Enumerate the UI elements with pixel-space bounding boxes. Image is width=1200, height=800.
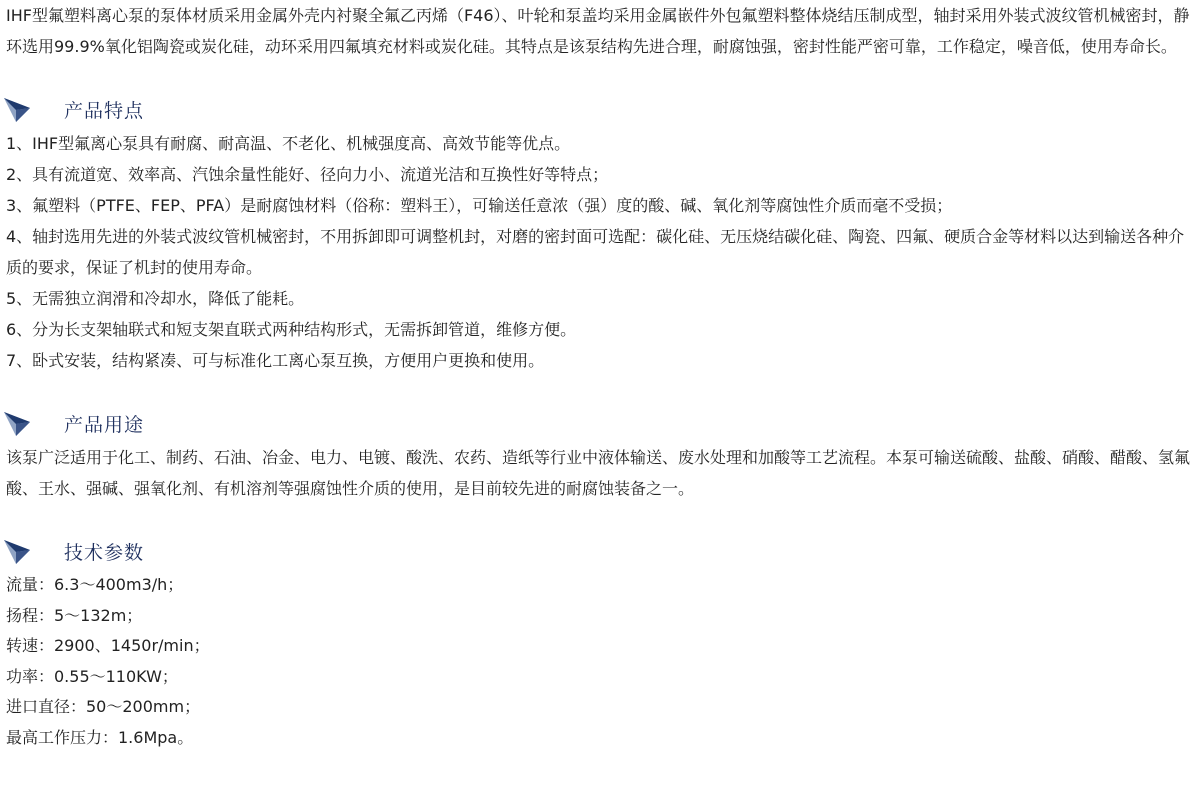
spec-item: 功率：0.55～110KW； [6,666,178,686]
intro-paragraph: IHF型氟塑料离心泵的泵体材质采用金属外壳内衬聚全氟乙丙烯（F46）、叶轮和泵盖均采用金属嵌件外包氟塑料整体烧结压制成型，轴封采用外装式波纹管机械密封，静环选用99.9%氧化铝陶瓷或炭化硅，动环采用四氟填充材料或炭化硅。其特点是该泵结构先进合理，耐腐蚀强，密封性能严密可靠，工作稳定，噪音低，使用寿命长。 [6,6,1190,56]
spec-item: 流量：6.3～400m3/h； [6,575,184,594]
section-title-features: 产品特点 [64,99,145,122]
arrowhead-icon [2,94,32,124]
feature-item: 4、轴封选用先进的外装式波纹管机械密封，不用拆卸即可调整机封，对磨的密封面可选配：碳化硅、无压烧结碳化硅、陶瓷、四氟、硬质合金等材料以达到输送各种介质的要求，保证了机封的使用寿命。 [6,227,1185,277]
spec-item: 扬程：5～132m； [6,605,143,625]
spec-item: 转速：2900、1450r/min； [6,636,210,655]
section-header-features [6,92,1194,126]
section-title-usage: 产品用途 [64,413,145,436]
feature-item: 5、无需独立润滑和冷却水，降低了能耗。 [6,289,305,308]
feature-item: 6、分为长支架轴联式和短支架直联式两种结构形式，无需拆卸管道，维修方便。 [6,320,577,339]
product-page [6,0,1194,753]
arrowhead-icon [2,408,32,438]
arrowhead-icon [2,536,32,566]
usage-paragraph: 该泵广泛适用于化工、制药、石油、冶金、电力、电镀、酸洗、农药、造纸等行业中液体输送、废水处理和加酸等工艺流程。本泵可输送硫酸、盐酸、硝酸、醋酸、氢氟酸、王水、强碱、强氧化剂、有机溶剂等强腐蚀性介质的使用，是目前较先进的耐腐蚀装备之一。 [6,448,1191,498]
feature-item: 3、氟塑料（PTFE、FEP、PFA）是耐腐蚀材料（俗称：塑料王），可输送任意浓（强）度的酸、碱、氧化剂等腐蚀性介质而毫不受损； [6,196,953,215]
spec-item: 最高工作压力：1.6Mpa。 [6,727,194,747]
features-list [6,128,1194,376]
feature-item: 2、具有流道宽、效率高、汽蚀余量性能好、径向力小、流道光洁和互换性好等特点； [6,165,609,184]
feature-item: 1、IHF型氟离心泵具有耐腐、耐高温、不老化、机械强度高、高效节能等优点。 [6,134,571,153]
section-header-specs [6,534,1194,568]
specs-list [6,570,1194,753]
spec-item: 进口直径：50～200mm； [6,697,201,716]
section-title-specs: 技术参数 [64,541,145,564]
section-header-usage [6,406,1194,440]
feature-item: 7、卧式安装，结构紧凑、可与标准化工离心泵互换，方便用户更换和使用。 [6,351,545,370]
